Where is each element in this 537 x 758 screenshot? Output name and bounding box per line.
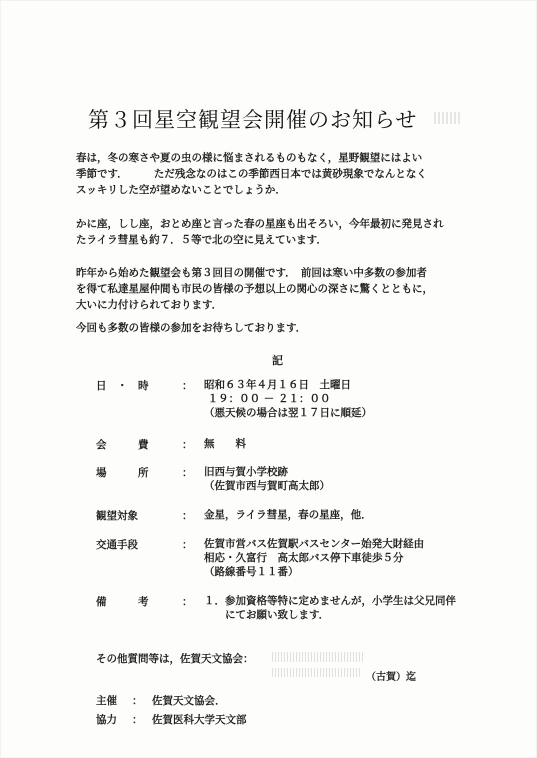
detail-label: 交通手段 <box>96 539 138 551</box>
organizer-value: 佐賀医科大学天文部 <box>152 714 247 726</box>
contact-line: その他質問等は，佐賀天文協会： <box>96 653 254 665</box>
detail-colon: ： <box>182 596 193 608</box>
detail-colon: ： <box>182 539 193 551</box>
organizer-colon: ： <box>132 695 143 707</box>
detail-value: 金星，ライラ彗星，春の星座，他． <box>204 509 372 521</box>
ki-heading: 記 <box>272 354 283 367</box>
organizer-colon: ： <box>132 714 143 726</box>
detail-colon: ： <box>182 510 193 522</box>
detail-label: 日 ・ 時 <box>96 380 149 392</box>
detail-label: 場 所 <box>96 467 149 479</box>
page-title: 第３回星空観望会開催のお知らせ <box>88 108 418 132</box>
detail-colon: ： <box>182 467 193 479</box>
detail-label: 会 費 <box>96 439 149 451</box>
redacted-contact <box>272 668 362 677</box>
detail-value: 佐賀市営バス佐賀駅バスセンター始発大財経由 相応・久富行 高太郎バス停下車徒歩５分 （路線番号１１番） <box>204 538 425 578</box>
detail-label: 備 考 <box>96 596 149 608</box>
organizer-label: 協力 <box>96 714 117 726</box>
detail-value: １．参加資格等特に定めませんが，小学生は父兄同伴 にてお願い致します． <box>204 595 456 621</box>
paragraph-history: 昨年から始めた観望会も第３回目の開催です． 前回は寒い中多数の参加者 を得て私達星屋仲間も市民の皆様の予想以上の関心の深さに驚くとともに， 大いに力付けられております． <box>76 267 433 311</box>
detail-value: 昭和６３年４月１６日 土曜日 １９：００ － ２１：００ （悪天候の場合は翌１７日に順延） <box>204 379 372 419</box>
detail-label: 観望対象 <box>96 510 138 522</box>
detail-colon: ： <box>182 380 193 392</box>
redacted-contact <box>272 652 364 662</box>
detail-colon: ： <box>182 439 193 451</box>
contact-suffix: （古賀）迄 <box>366 672 416 683</box>
detail-value: 旧西与賀小学校跡 （佐賀市西与賀町高太郎） <box>204 466 330 492</box>
faded-mark <box>434 112 462 124</box>
organizer-label: 主催 <box>96 695 117 707</box>
paragraph-constellations: かに座，しし座，おとめ座と言った春の星座も出そろい，今年最初に発見され たライラ彗星も約７．５等で北の空に見えています． <box>76 218 444 246</box>
paragraph-invitation: 今回も多数の皆様の参加をお待ちしております． <box>76 322 307 334</box>
paragraph-spring: 春は，冬の寒さや夏の虫の様に悩まされるものもなく，星野観望にはよい 季節です． ただ残念なのはこの季節西日本では黄砂現象でなんとなく スッキリした空が望めないことでしょうか． <box>76 152 427 196</box>
detail-value: 無 料 <box>204 438 246 450</box>
organizer-value: 佐賀天文協会． <box>152 695 226 707</box>
